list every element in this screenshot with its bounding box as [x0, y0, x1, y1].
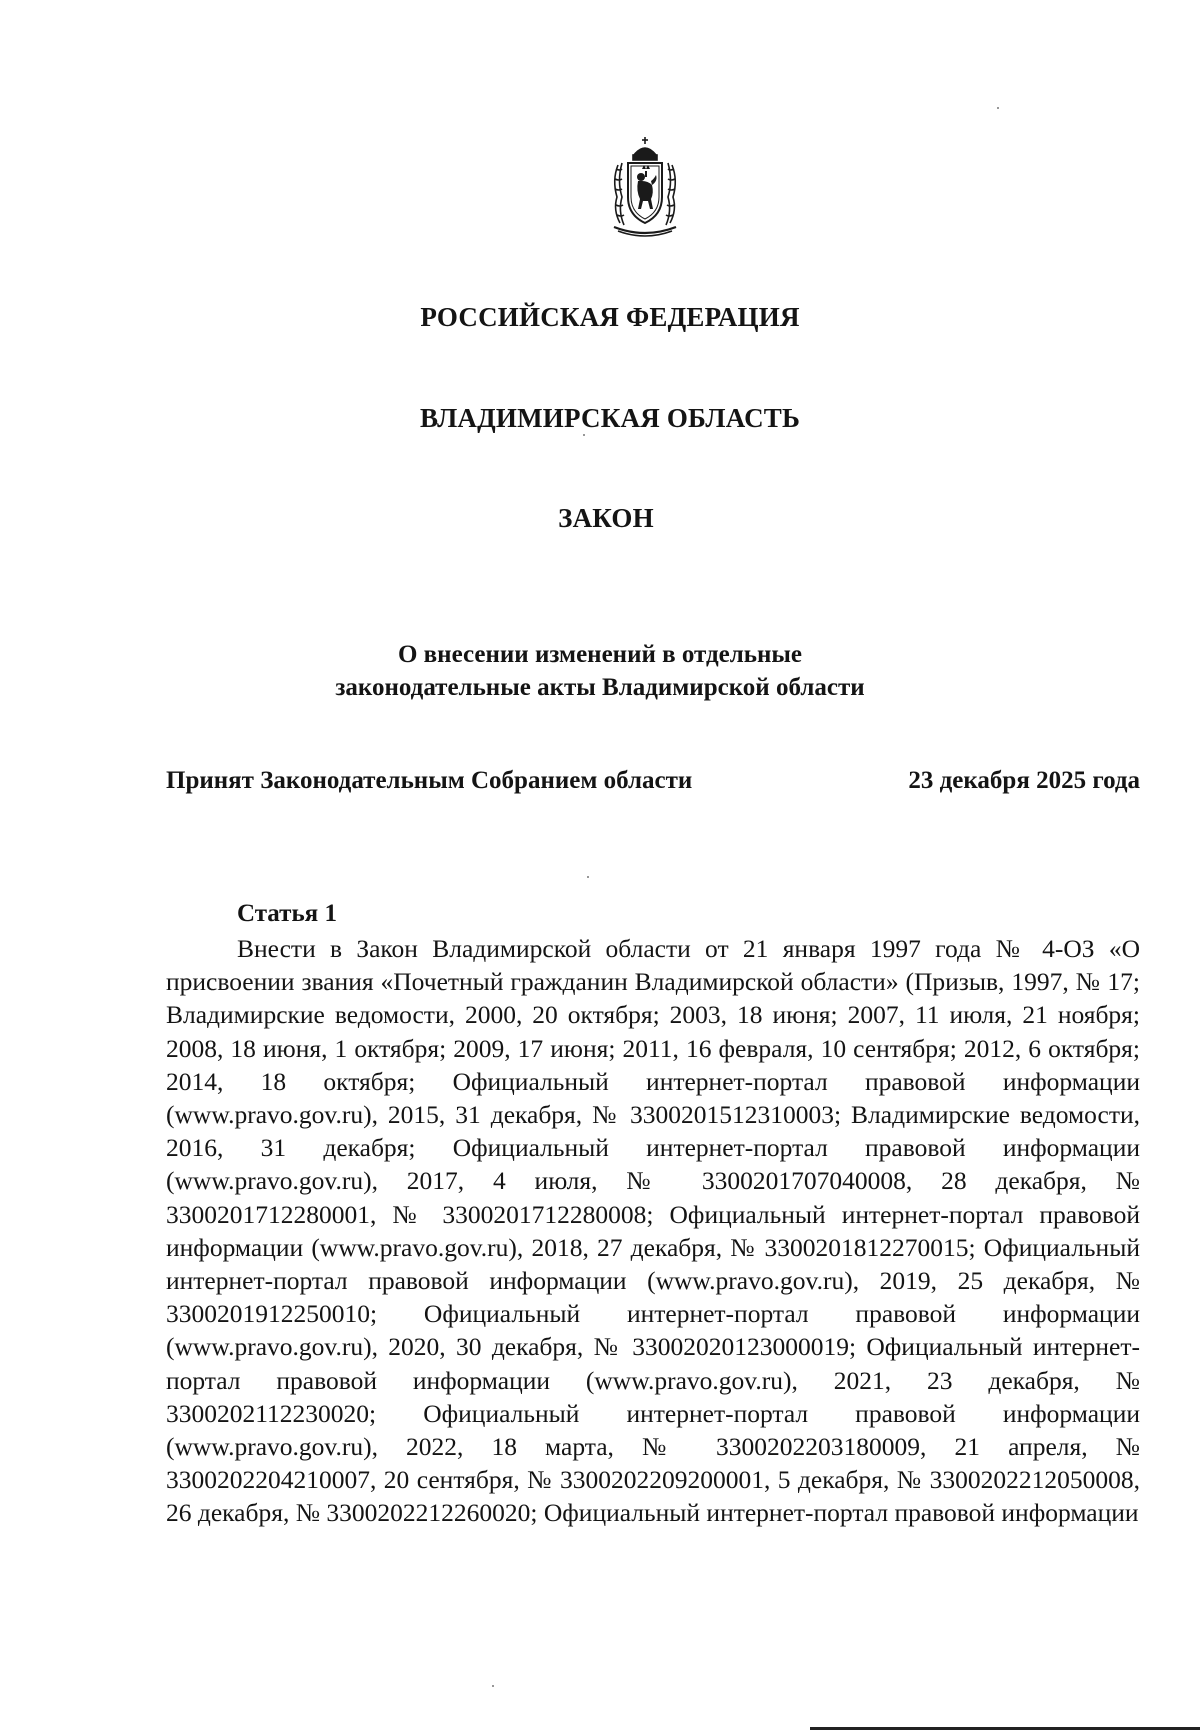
law-subject-line-1: О внесении изменений в отдельные: [397, 641, 803, 668]
region-title: ВЛАДИМИРСКАЯ ОБЛАСТЬ: [419, 403, 801, 433]
coat-of-arms-icon: [608, 135, 682, 239]
adopted-date: 23 декабря 2025 года: [908, 767, 1140, 794]
scan-speck: [997, 107, 999, 109]
law-subject-line-2: законодательные акты Владимирской области: [335, 674, 865, 701]
adopted-by: Принят Законодательным Собранием области: [166, 767, 693, 794]
scan-speck: [587, 876, 589, 878]
page-edge-line: [810, 1727, 1200, 1730]
country-title: РОССИЙСКАЯ ФЕДЕРАЦИЯ: [420, 302, 800, 332]
document-type-title: ЗАКОН: [558, 503, 654, 533]
law-subject: [0, 638, 1200, 704]
adoption-line: [166, 767, 1140, 795]
scan-speck: [583, 434, 585, 436]
article-body: Внести в Закон Владимирской области от 21 января 1997 года № 4-ОЗ «О присвоении звания «Почетный гражданин Владимирской области» (Призыв, 1997, № 17; Владимирские ведомости, 2000, 20 октября; 2003, 18 июня; 2007, 11 июля, 21 ноября; 2008, 18 июня, 1 октября; 2009, 17 июня; 2011, 16 февраля, 10 сентября; 2012, 6 октября; 2014, 18 октября; Официальный интернет-портал правовой информации (www.pravo.gov.ru), 2015, 31 декабря, № 3300201512310003; Владимирские ведомости, 2016, 31 декабря; Официальный интернет-портал правовой информации (www.pravo.gov.ru), 2017, 4 июля, № 3300201707040008, 28 декабря, № 3300201712280001, № 3300201712280008; Официальный интернет-портал правовой информации (www.pravo.gov.ru), 2018, 27 декабря, № 3300201812270015; Официальный интернет-портал правовой информации (www.pravo.gov.ru), 2019, 25 декабря, № 3300201912250010; Официальный интернет-портал правовой информации (www.pravo.gov.ru), 2020, 30 декабря, № 33002020123000019; Официальный интернет-портал правовой информации (www.pravo.gov.ru), 2021, 23 декабря, № 3300202112230020; Официальный интернет-портал правовой информации (www.pravo.gov.ru), 2022, 18 марта, № 3300202203180009, 21 апреля, № 3300202204210007, 20 сентября, № 3300202209200001, 5 декабря, № 3300202212050008, 26 декабря, № 3300202212260020; Официальный интернет-портал правовой информации: [166, 934, 1140, 1528]
article-heading: Статья 1: [237, 900, 337, 927]
scan-speck: [492, 1685, 494, 1687]
